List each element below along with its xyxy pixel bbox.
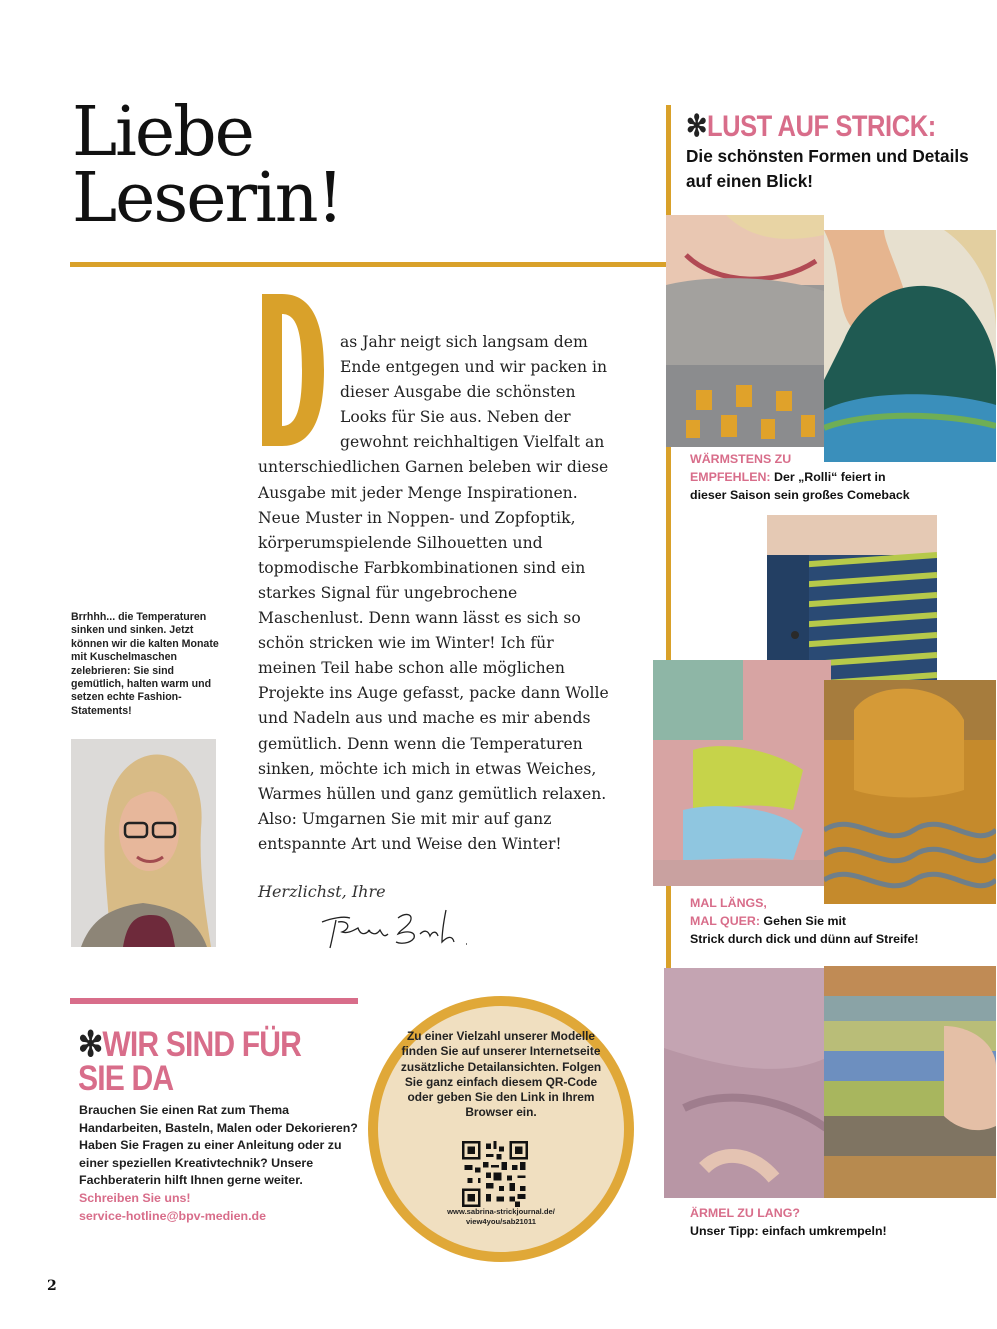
editor-portrait-image — [71, 739, 216, 947]
service-description: Brauchen Sie einen Rat zum Thema Handarbeiten, Basteln, Malen oder Dekorieren? Haben Sie Fragen zu einer Anleitung oder zu einer speziellen Kreativtechnik? Unsere Fachberaterin hilft Ihnen gerne weiter. — [79, 1103, 358, 1188]
photo-grey-turtleneck — [666, 215, 824, 447]
qr-url[interactable] — [410, 1207, 592, 1227]
service-title-line-2: SIE DA — [78, 1059, 174, 1098]
caption-2-text: Gehen Sie mit — [759, 914, 847, 928]
qr-url-line-2[interactable]: view4you/sab21011 — [465, 1217, 537, 1226]
caption-1 — [690, 450, 990, 504]
service-title-line-1: WIR SIND FÜR — [102, 1025, 302, 1064]
page-headline — [72, 93, 492, 238]
caption-1-head-2: EMPFEHLEN: — [690, 470, 771, 484]
service-email-link[interactable]: service-hotline@bpv-medien.de — [79, 1208, 266, 1223]
caption-1-text: Der „Rolli“ feiert in — [770, 470, 886, 484]
service-cta: Schreiben Sie uns! — [79, 1190, 191, 1205]
caption-2-head-1: MAL LÄNGS, — [690, 896, 767, 910]
caption-3-text: Unser Tipp: einfach umkrempeln! — [690, 1224, 887, 1238]
editorial-body — [258, 330, 610, 857]
editorial-text: as Jahr neigt sich langsam dem Ende entgegen und wir packen in dieser Ausgabe die schönsten Looks für Sie aus. Neben der gewohnt reichhaltigen Vielfalt an unterschiedlichen Garnen beleben wir diese Ausgabe mit jeder Menge Inspirationen. Neue Muster in Noppen- und Zopfoptik, körperumspielende Silhouetten und topmodische Farbkombinationen sind ein starkes Signal für ungebrochene Maschenlust. Denn wann lässt es sich so schön stricken wie im Winter! Ich für meinen Teil habe schon alle möglichen Projekte ins Auge gefasst, packe dann Wolle und Nadeln aus und mache es mir abends gemütlich. Denn wenn die Temperaturen sinken, möchte ich mich in etwas Weiches, Warmes hüllen und ganz gemütlich relaxen. Also: Umgarnen Sie mit mir auf ganz entspannte Art und Weise den Winter! — [258, 333, 609, 853]
signature-image — [318, 900, 478, 952]
qr-code-image[interactable] — [462, 1141, 528, 1207]
caption-2 — [690, 894, 990, 948]
photo-mustard-sweater — [824, 680, 996, 904]
qr-description: Zu einer Vielzahl unserer Modelle finden Sie auf unserer Internetseite zusätzliche Detailansichten. Folgen Sie ganz einfach diesem QR-Code oder geben Sie den Link in Ihrem Browser ein. — [400, 1029, 602, 1120]
drop-cap-spacer — [258, 330, 340, 450]
feature-title — [686, 110, 976, 144]
photo-rib-cuff — [824, 966, 996, 1198]
caption-3 — [690, 1204, 990, 1240]
qr-url-line-1[interactable]: www.sabrina-strickjournal.de/ — [447, 1207, 555, 1216]
flower-icon: ✻ — [686, 110, 707, 143]
caption-3-head-1: ÄRMEL ZU LANG? — [690, 1206, 800, 1220]
pink-divider — [70, 998, 358, 1004]
service-text-block — [79, 1102, 359, 1225]
service-title — [78, 1025, 327, 1098]
caption-2-text-2: Strick durch dick und dünn auf Streife! — [690, 932, 919, 946]
caption-1-head-1: WÄRMSTENS ZU — [690, 452, 792, 466]
page-number: 2 — [47, 1278, 57, 1294]
gold-divider-horizontal — [70, 262, 668, 267]
caption-2-head-2: MAL QUER: — [690, 914, 760, 928]
feature-title-text: LUST AUF STRICK: — [706, 110, 936, 143]
photo-mauve-sleeve — [664, 968, 826, 1198]
photo-pastel-sweater — [653, 660, 831, 886]
sign-off: Herzlichst, Ihre — [258, 882, 386, 901]
flower-icon: ✻ — [78, 1025, 103, 1064]
headline-line-2: Leserin! — [72, 159, 342, 238]
photo-green-turtleneck — [824, 230, 996, 462]
portrait-caption: Brrhhh... die Temperaturen sinken und sinken. Jetzt können wir die kalten Monate mit Kuschelmaschen zelebrieren: Sie sind gemütlich, halten warm und setzen echte Fashion-Statements! — [71, 611, 219, 717]
caption-1-text-2: dieser Saison sein großes Comeback — [690, 488, 910, 502]
feature-subtitle: Die schönsten Formen und Details auf einen Blick! — [686, 146, 969, 191]
headline-line-1: Liebe — [72, 93, 253, 172]
